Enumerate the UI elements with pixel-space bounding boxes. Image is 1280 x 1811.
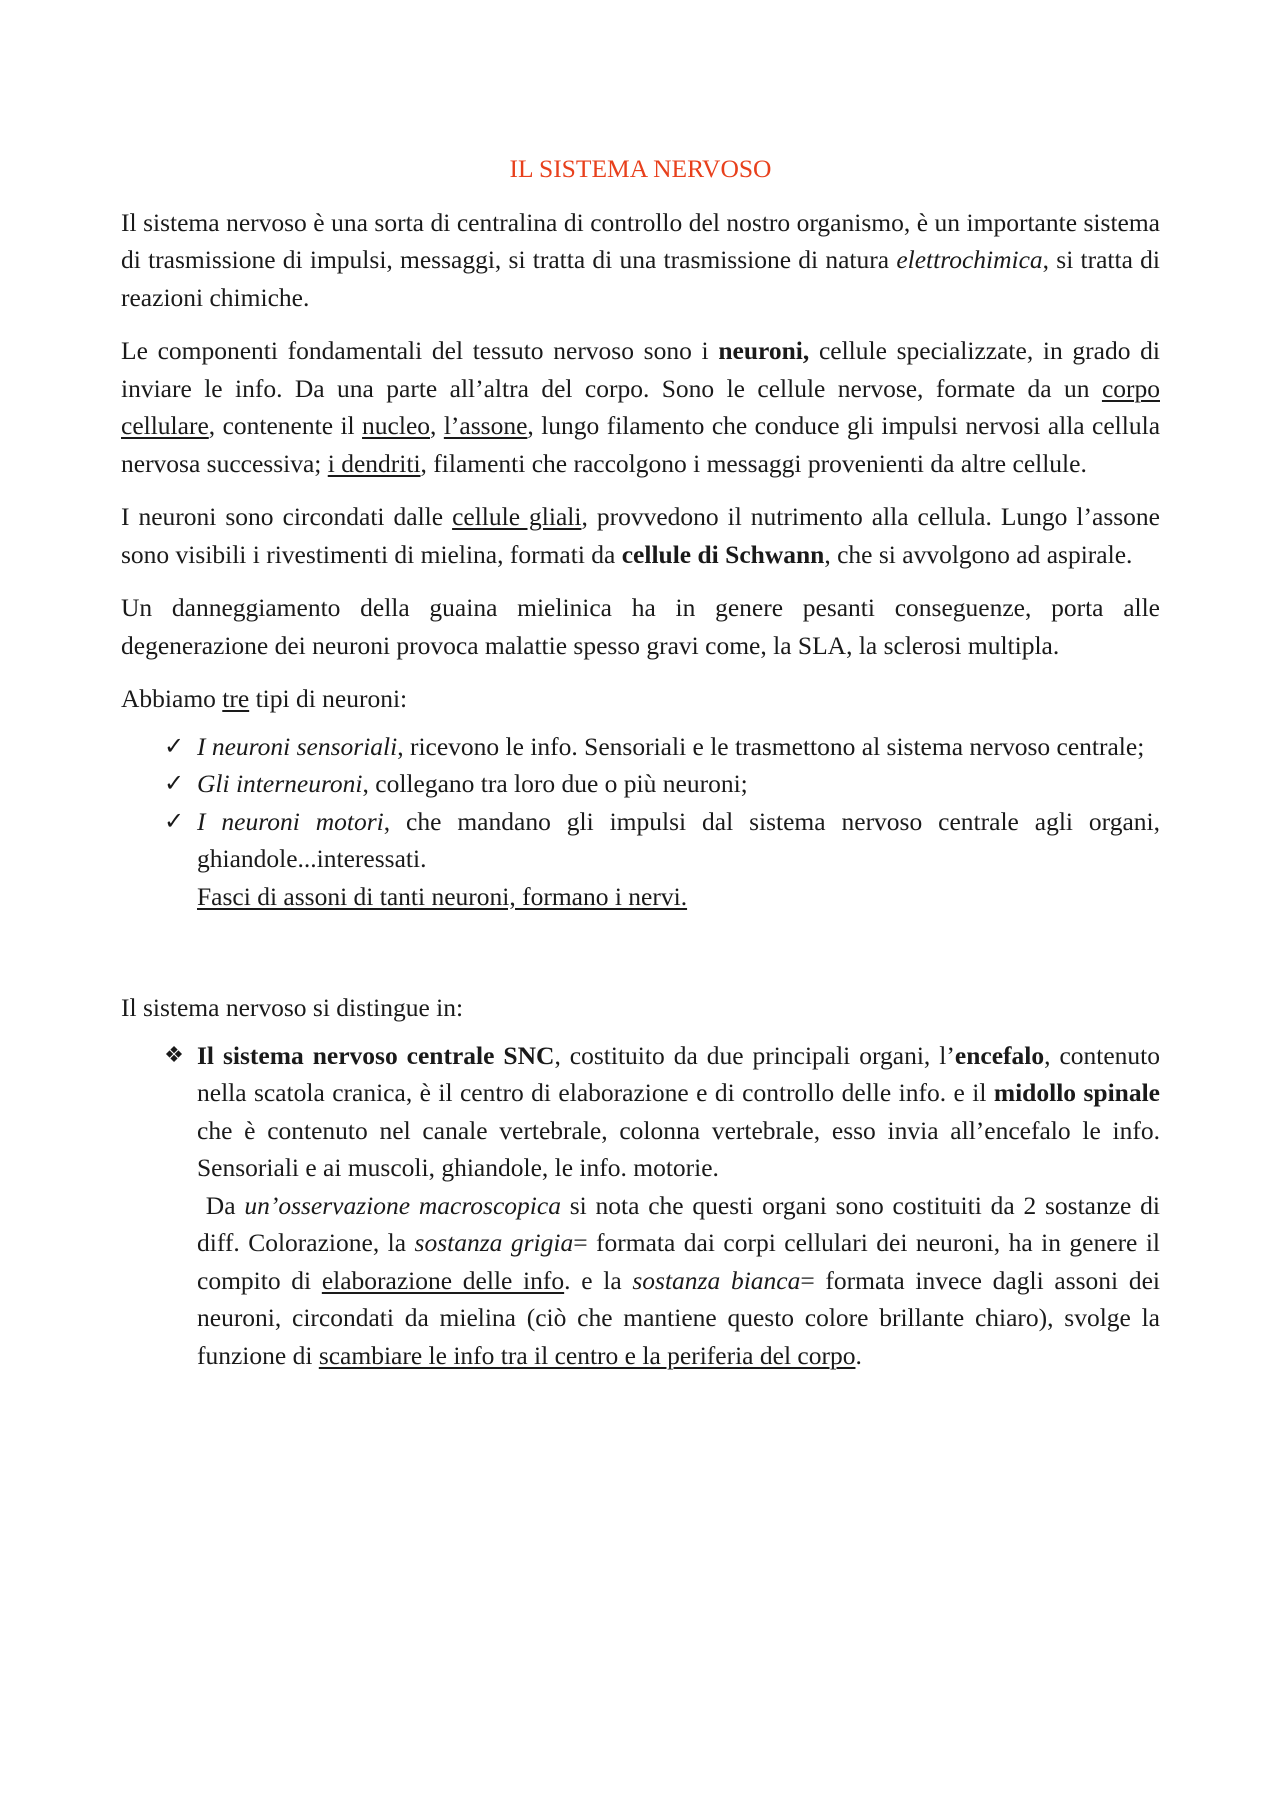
text: tipi di neuroni: bbox=[249, 684, 408, 713]
term-sostanza-grigia: sostanza grigia bbox=[414, 1228, 574, 1257]
term-tre: tre bbox=[222, 684, 250, 713]
paragraph-myelin-damage: Un danneggiamento della guaina mielinica ha in genere pesanti conseguenze, porta alle degenerazione dei neuroni provoca malattie spesso gravi come, la SLA, la sclerosi multipla. bbox=[121, 593, 1160, 660]
list-item bbox=[163, 765, 1160, 803]
term-neuroni-motori: I neuroni motori bbox=[197, 806, 384, 836]
snc-observation bbox=[197, 1187, 1160, 1375]
nervous-system-list bbox=[121, 1037, 1160, 1375]
term-assone: l’assone bbox=[443, 411, 528, 440]
text: Abbiamo bbox=[121, 684, 223, 713]
page-title: IL SISTEMA NERVOSO bbox=[509, 154, 772, 183]
term-elaborazione-info: elaborazione delle info bbox=[321, 1265, 565, 1295]
term-snc: Il sistema nervoso centrale SNC bbox=[197, 1040, 555, 1070]
paragraph-intro bbox=[121, 204, 1160, 317]
paragraph-glial bbox=[121, 498, 1160, 573]
term-sostanza-bianca: sostanza bianca bbox=[632, 1265, 801, 1295]
neuron-types-list bbox=[121, 728, 1160, 916]
text: , che si avvolgono ad aspirale. bbox=[824, 539, 1133, 569]
paragraph-neurons bbox=[121, 332, 1160, 482]
text: cellule specializzate, in grado di inviare le info. Da una parte all’altra del corpo. Sono le cellule nervose, formate da un bbox=[121, 336, 1160, 403]
text: = formata invece dagli assoni dei neuroni, circondati da mielina (ciò che mantiene questo colore brillante chiaro), svolge la funzione di bbox=[197, 1265, 1160, 1370]
term-scambiare-info: scambiare le info tra il centro e la periferia del corpo bbox=[318, 1340, 856, 1370]
text: Da bbox=[197, 1190, 245, 1220]
text: , filamenti che raccolgono i messaggi provenienti da altre cellule. bbox=[420, 448, 1087, 478]
term-neuroni-sensoriali: I neuroni sensoriali bbox=[197, 731, 398, 761]
term-interneuroni: Gli interneuroni bbox=[197, 769, 363, 798]
paragraph-neuron-types-intro bbox=[121, 680, 1160, 718]
list-item bbox=[163, 803, 1160, 916]
text: , collegano tra loro due o più neuroni; bbox=[362, 769, 748, 798]
text: si nota che questi organi sono costituiti da 2 sostanze di diff. Colorazione, la bbox=[197, 1190, 1161, 1257]
check-icon: ✓ bbox=[163, 806, 185, 835]
text: Le componenti fondamentali del tessuto nervoso sono i bbox=[121, 336, 719, 365]
term-dendriti: i dendriti bbox=[327, 448, 421, 478]
text: = formata dai corpi cellulari dei neuroni, ha in genere il compito di bbox=[197, 1228, 1161, 1295]
text: , si tratta di reazioni chimiche. bbox=[121, 245, 1161, 312]
text: , lungo filamento che conduce gli impulsi nervosi alla cellula nervosa successiva; bbox=[121, 411, 1161, 478]
term-neuroni: neuroni, bbox=[718, 336, 810, 365]
check-icon: ✓ bbox=[163, 731, 185, 760]
term-cellule-gliali: cellule gliali bbox=[452, 502, 582, 531]
diamond-bullet-icon: ❖ bbox=[164, 1042, 184, 1068]
list-item-snc bbox=[164, 1037, 1161, 1375]
spacer bbox=[121, 915, 1160, 989]
text: I neuroni sono circondati dalle bbox=[121, 502, 453, 531]
text: , contenente il bbox=[208, 411, 363, 440]
nerves-note: Fasci di assoni di tanti neuroni, formano i nervi. bbox=[197, 881, 688, 911]
list-item bbox=[163, 728, 1160, 766]
term-elettrochimica: elettrochimica bbox=[896, 245, 1043, 274]
term-osservazione-macroscopica: un’osservazione macroscopica bbox=[244, 1190, 561, 1220]
text: , bbox=[430, 411, 444, 440]
term-nucleo: nucleo bbox=[362, 411, 431, 440]
text: , ricevono le info. Sensoriali e le trasmettono al sistema nervoso centrale; bbox=[397, 731, 1145, 761]
text: . bbox=[855, 1340, 862, 1370]
text: , provvedono il nutrimento alla cellula. Lungo l’assone sono visibili i rivestimenti di mielina, formati da bbox=[121, 502, 1160, 569]
text: , costituito da due principali organi, l’ bbox=[554, 1040, 955, 1070]
check-icon: ✓ bbox=[163, 769, 185, 797]
text: . e la bbox=[564, 1265, 633, 1295]
term-cellule-schwann: cellule di Schwann bbox=[621, 539, 825, 569]
term-encefalo: encefalo bbox=[954, 1040, 1045, 1070]
text: , contenuto nella scatola cranica, è il centro di elaborazione e di controllo delle info. e il bbox=[197, 1040, 1161, 1107]
text: Il sistema nervoso è una sorta di centralina di controllo del nostro organismo, è un importante sistema di trasmissione di impulsi, messaggi, si tratta di una trasmissione di natura bbox=[121, 207, 1160, 274]
term-midollo-spinale: midollo spinale bbox=[993, 1078, 1160, 1107]
paragraph-distinction: Il sistema nervoso si distingue in: bbox=[121, 993, 464, 1022]
text: , che mandano gli impulsi dal sistema nervoso centrale agli organi, ghiandole...interessati. bbox=[197, 806, 1160, 873]
text: che è contenuto nel canale vertebrale, colonna vertebrale, esso invia all’encefalo le info. Sensoriali e ai muscoli, ghiandole, le info. motorie. bbox=[197, 1115, 1160, 1182]
term-corpo-cellulare: corpo cellulare bbox=[121, 373, 1160, 440]
